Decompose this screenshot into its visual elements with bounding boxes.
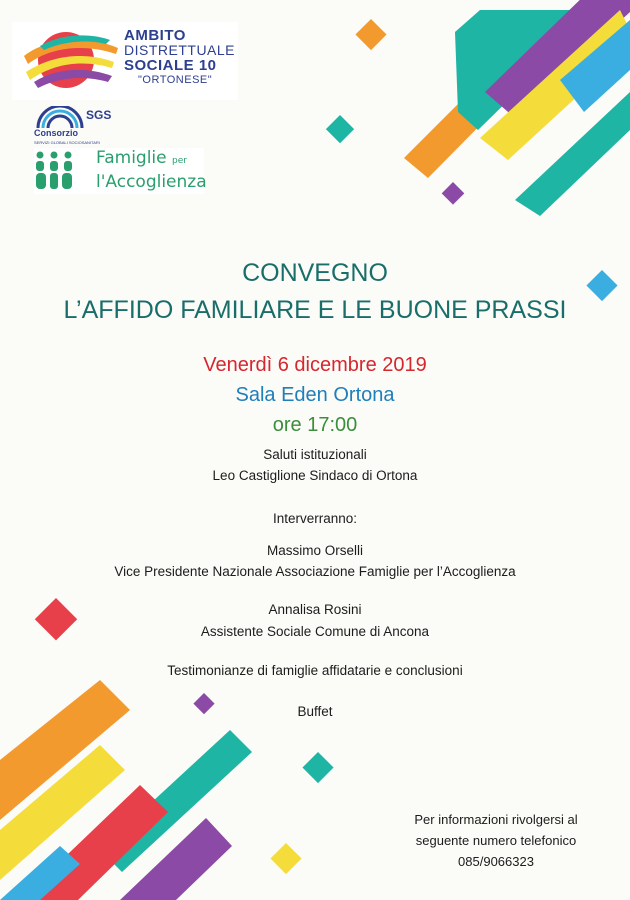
famiglie-people-icon bbox=[34, 150, 78, 190]
top-right-stripes bbox=[404, 0, 630, 216]
testimonies: Testimonianze di famiglie affidatarie e conclusioni bbox=[167, 663, 463, 678]
speaker1-name: Massimo Orselli bbox=[266, 543, 363, 558]
ambito-text bbox=[124, 28, 235, 88]
sgs-rainbow-icon bbox=[34, 106, 86, 130]
event-date: Venerdì 6 dicembre 2019 bbox=[203, 354, 427, 376]
famiglie-line2: l'Accoglienza bbox=[96, 172, 207, 192]
buffet: Buffet bbox=[297, 704, 333, 719]
speaker1-role: Vice Presidente Nazionale Associazione Famiglie per l’Accoglienza bbox=[114, 564, 516, 579]
sgs-name: SGS bbox=[86, 108, 112, 122]
greetings-label: Saluti istituzionali bbox=[263, 447, 367, 462]
event-title-line2: L’AFFIDO FAMILIARE E LE BUONE PRASSI bbox=[63, 296, 567, 324]
contact-info bbox=[396, 809, 596, 872]
ambito-line4: "ORTONESE" bbox=[138, 74, 213, 86]
diamond-orange-top bbox=[355, 19, 386, 50]
ambito-swirl-icon bbox=[20, 28, 120, 94]
speaker2-role: Assistente Sociale Comune di Ancona bbox=[200, 624, 430, 639]
sgs-logo bbox=[34, 106, 114, 146]
diamond-purple-top bbox=[442, 182, 465, 205]
famiglie-per: per bbox=[172, 156, 187, 166]
greetings-speaker: Leo Castiglione Sindaco di Ortona bbox=[212, 468, 418, 483]
diamond-teal-top bbox=[326, 115, 354, 143]
famiglie-logo bbox=[34, 148, 207, 194]
famiglie-text bbox=[96, 148, 207, 193]
speaker2-name: Annalisa Rosini bbox=[268, 602, 362, 617]
sgs-consorzio: Consorzio bbox=[34, 128, 78, 138]
contact-line1: Per informazioni rivolgersi al bbox=[414, 812, 578, 827]
contact-line2: seguente numero telefonico bbox=[415, 833, 577, 848]
ambito-line1: AMBITO bbox=[124, 27, 186, 44]
event-time: ore 17:00 bbox=[272, 414, 358, 436]
diamond-teal-mid bbox=[302, 752, 333, 783]
speakers-label: Interverranno: bbox=[272, 511, 358, 526]
diamond-yellow-bottom bbox=[270, 843, 301, 874]
contact-phone: 085/9066323 bbox=[458, 854, 534, 869]
ambito-line2: DISTRETTUALE bbox=[124, 42, 236, 58]
sgs-subtitle: SERVIZI GLOBALI SOCIOSANITARI bbox=[34, 140, 100, 145]
event-venue: Sala Eden Ortona bbox=[235, 384, 395, 406]
ambito-line3: SOCIALE 10 bbox=[124, 57, 217, 74]
ambito-logo bbox=[12, 22, 238, 100]
famiglie-line1: Famiglie bbox=[96, 148, 167, 168]
event-title-line1: CONVEGNO bbox=[242, 259, 388, 287]
